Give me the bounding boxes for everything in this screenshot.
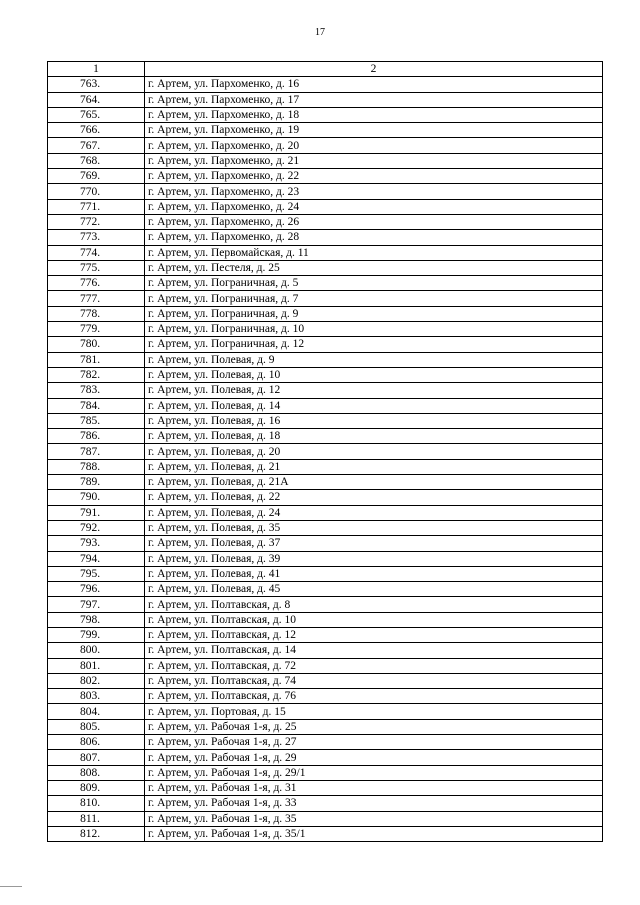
table-row: [48, 383, 603, 398]
table-row: [48, 658, 603, 673]
row-number: 802.: [48, 673, 145, 688]
row-address: г. Артем, ул. Пархоменко, д. 23: [145, 184, 603, 199]
table-row: [48, 276, 603, 291]
row-address: г. Артем, ул. Пархоменко, д. 28: [145, 230, 603, 245]
table-row: [48, 199, 603, 214]
row-address: г. Артем, ул. Полевая, д. 24: [145, 505, 603, 520]
row-number: 779.: [48, 322, 145, 337]
row-number: 785.: [48, 413, 145, 428]
table-row: [48, 306, 603, 321]
table-row: [48, 719, 603, 734]
table-row: [48, 398, 603, 413]
row-address: г. Артем, ул. Пархоменко, д. 17: [145, 92, 603, 107]
row-address: г. Артем, ул. Пограничная, д. 12: [145, 337, 603, 352]
table-row: [48, 429, 603, 444]
table-row: [48, 169, 603, 184]
row-address: г. Артем, ул. Полевая, д. 12: [145, 383, 603, 398]
row-address: г. Артем, ул. Первомайская, д. 11: [145, 245, 603, 260]
row-number: 772.: [48, 214, 145, 229]
row-address: г. Артем, ул. Пограничная, д. 5: [145, 276, 603, 291]
row-address: г. Артем, ул. Портовая, д. 15: [145, 704, 603, 719]
row-number: 766.: [48, 123, 145, 138]
table-row: [48, 704, 603, 719]
row-number: 801.: [48, 658, 145, 673]
table-row: [48, 352, 603, 367]
row-address: г. Артем, ул. Пархоменко, д. 16: [145, 77, 603, 92]
table-row: [48, 107, 603, 122]
table-row: [48, 138, 603, 153]
row-address: г. Артем, ул. Полевая, д. 9: [145, 352, 603, 367]
row-number: 795.: [48, 566, 145, 581]
table-row: [48, 459, 603, 474]
table-row: [48, 153, 603, 168]
row-address: г. Артем, ул. Пархоменко, д. 24: [145, 199, 603, 214]
row-number: 774.: [48, 245, 145, 260]
row-address: г. Артем, ул. Полевая, д. 39: [145, 551, 603, 566]
row-number: 768.: [48, 153, 145, 168]
row-address: г. Артем, ул. Пархоменко, д. 19: [145, 123, 603, 138]
address-table: [47, 61, 603, 842]
row-number: 793.: [48, 536, 145, 551]
row-address: г. Артем, ул. Полтавская, д. 74: [145, 673, 603, 688]
table-row: [48, 536, 603, 551]
row-number: 807.: [48, 750, 145, 765]
row-number: 781.: [48, 352, 145, 367]
table-row: [48, 230, 603, 245]
table-body: [48, 77, 603, 842]
table-row: [48, 291, 603, 306]
table-row: [48, 413, 603, 428]
row-number: 764.: [48, 92, 145, 107]
row-address: г. Артем, ул. Пархоменко, д. 21: [145, 153, 603, 168]
row-number: 805.: [48, 719, 145, 734]
table-row: [48, 475, 603, 490]
row-number: 783.: [48, 383, 145, 398]
row-address: г. Артем, ул. Пестеля, д. 25: [145, 260, 603, 275]
row-number: 780.: [48, 337, 145, 352]
table-row: [48, 77, 603, 92]
table-row: [48, 444, 603, 459]
table-row: [48, 520, 603, 535]
row-address: г. Артем, ул. Полтавская, д. 72: [145, 658, 603, 673]
row-address: г. Артем, ул. Пограничная, д. 7: [145, 291, 603, 306]
row-number: 792.: [48, 520, 145, 535]
row-number: 771.: [48, 199, 145, 214]
row-address: г. Артем, ул. Полевая, д. 16: [145, 413, 603, 428]
table-row: [48, 735, 603, 750]
row-address: г. Артем, ул. Полевая, д. 20: [145, 444, 603, 459]
table-row: [48, 245, 603, 260]
column-header-address: 2: [145, 62, 603, 77]
table-row: [48, 260, 603, 275]
table-row: [48, 367, 603, 382]
row-number: 804.: [48, 704, 145, 719]
table-row: [48, 811, 603, 826]
row-address: г. Артем, ул. Пархоменко, д. 18: [145, 107, 603, 122]
table-row: [48, 826, 603, 841]
row-address: г. Артем, ул. Полевая, д. 21А: [145, 475, 603, 490]
column-header-number: 1: [48, 62, 145, 77]
row-address: г. Артем, ул. Полевая, д. 10: [145, 367, 603, 382]
table-row: [48, 337, 603, 352]
row-address: г. Артем, ул. Полевая, д. 41: [145, 566, 603, 581]
table-row: [48, 214, 603, 229]
row-address: г. Артем, ул. Полевая, д. 45: [145, 582, 603, 597]
row-number: 794.: [48, 551, 145, 566]
table-header-row: [48, 62, 603, 77]
table-row: [48, 582, 603, 597]
table-row: [48, 750, 603, 765]
page-number: 17: [315, 27, 325, 38]
row-address: г. Артем, ул. Полевая, д. 37: [145, 536, 603, 551]
row-number: 809.: [48, 780, 145, 795]
table-row: [48, 597, 603, 612]
table-row: [48, 796, 603, 811]
row-number: 800.: [48, 643, 145, 658]
row-number: 797.: [48, 597, 145, 612]
row-number: 788.: [48, 459, 145, 474]
row-address: г. Артем, ул. Полтавская, д. 8: [145, 597, 603, 612]
row-address: г. Артем, ул. Полевая, д. 21: [145, 459, 603, 474]
row-address: г. Артем, ул. Пограничная, д. 9: [145, 306, 603, 321]
row-number: 798.: [48, 612, 145, 627]
table-row: [48, 566, 603, 581]
row-number: 810.: [48, 796, 145, 811]
row-number: 778.: [48, 306, 145, 321]
row-number: 775.: [48, 260, 145, 275]
row-address: г. Артем, ул. Рабочая 1-я, д. 35/1: [145, 826, 603, 841]
row-address: г. Артем, ул. Рабочая 1-я, д. 29: [145, 750, 603, 765]
row-address: г. Артем, ул. Пограничная, д. 10: [145, 322, 603, 337]
row-number: 782.: [48, 367, 145, 382]
table-row: [48, 322, 603, 337]
row-number: 808.: [48, 765, 145, 780]
row-number: 769.: [48, 169, 145, 184]
row-number: 765.: [48, 107, 145, 122]
row-address: г. Артем, ул. Полевая, д. 18: [145, 429, 603, 444]
row-number: 806.: [48, 735, 145, 750]
row-address: г. Артем, ул. Полевая, д. 22: [145, 490, 603, 505]
table-row: [48, 627, 603, 642]
row-number: 791.: [48, 505, 145, 520]
row-number: 777.: [48, 291, 145, 306]
row-number: 784.: [48, 398, 145, 413]
row-number: 787.: [48, 444, 145, 459]
row-number: 763.: [48, 77, 145, 92]
table-row: [48, 123, 603, 138]
table-row: [48, 505, 603, 520]
row-address: г. Артем, ул. Рабочая 1-я, д. 33: [145, 796, 603, 811]
row-address: г. Артем, ул. Рабочая 1-я, д. 27: [145, 735, 603, 750]
row-number: 770.: [48, 184, 145, 199]
table-row: [48, 551, 603, 566]
table-row: [48, 612, 603, 627]
table-row: [48, 184, 603, 199]
row-address: г. Артем, ул. Пархоменко, д. 26: [145, 214, 603, 229]
row-address: г. Артем, ул. Полтавская, д. 12: [145, 627, 603, 642]
row-number: 773.: [48, 230, 145, 245]
table-row: [48, 673, 603, 688]
row-address: г. Артем, ул. Рабочая 1-я, д. 25: [145, 719, 603, 734]
row-number: 776.: [48, 276, 145, 291]
row-number: 803.: [48, 689, 145, 704]
row-number: 811.: [48, 811, 145, 826]
table-row: [48, 689, 603, 704]
row-address: г. Артем, ул. Полевая, д. 35: [145, 520, 603, 535]
row-address: г. Артем, ул. Пархоменко, д. 22: [145, 169, 603, 184]
row-number: 812.: [48, 826, 145, 841]
table-row: [48, 643, 603, 658]
table-row: [48, 490, 603, 505]
row-address: г. Артем, ул. Рабочая 1-я, д. 35: [145, 811, 603, 826]
row-number: 790.: [48, 490, 145, 505]
table-row: [48, 92, 603, 107]
row-address: г. Артем, ул. Полевая, д. 14: [145, 398, 603, 413]
row-address: г. Артем, ул. Полтавская, д. 14: [145, 643, 603, 658]
row-address: г. Артем, ул. Пархоменко, д. 20: [145, 138, 603, 153]
table-row: [48, 765, 603, 780]
row-address: г. Артем, ул. Рабочая 1-я, д. 31: [145, 780, 603, 795]
row-number: 789.: [48, 475, 145, 490]
row-number: 799.: [48, 627, 145, 642]
row-number: 796.: [48, 582, 145, 597]
row-address: г. Артем, ул. Полтавская, д. 76: [145, 689, 603, 704]
row-address: г. Артем, ул. Полтавская, д. 10: [145, 612, 603, 627]
row-address: г. Артем, ул. Рабочая 1-я, д. 29/1: [145, 765, 603, 780]
table-row: [48, 780, 603, 795]
page-edge-mark: [0, 886, 22, 887]
row-number: 767.: [48, 138, 145, 153]
row-number: 786.: [48, 429, 145, 444]
